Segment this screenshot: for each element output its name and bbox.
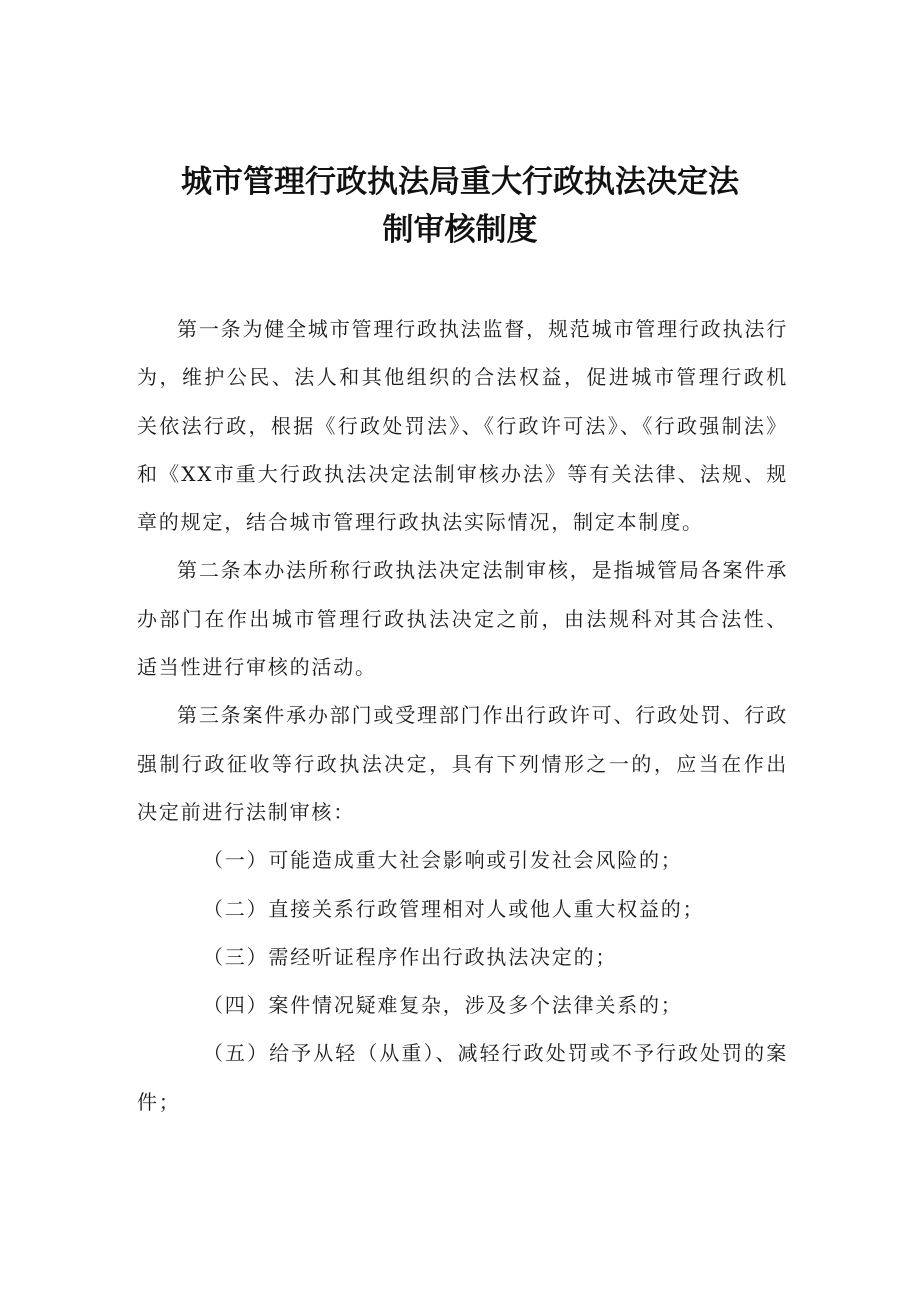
article-2-paragraph: 第二条本办法所称行政执法决定法制审核，是指城管局各案件承办部门在作出城市管理行政执法决定之前，由法规科对其合法性、适当性进行审核的活动。 bbox=[137, 558, 788, 680]
list-item-3: （三）需经听证程序作出行政执法决定的； bbox=[203, 944, 618, 969]
list-item-2: （二）直接关系行政管理相对人或他人重大权益的； bbox=[203, 896, 705, 921]
list-item-1: （一）可能造成重大社会影响或引发社会风险的； bbox=[203, 848, 683, 873]
article-3-paragraph: 第三条案件承办部门或受理部门作出行政许可、行政处罚、行政强制行政征收等行政执法决定，具有下列情形之一的，应当在作出决定前进行法制审核： bbox=[137, 703, 788, 824]
article-1-paragraph: 第一条为健全城市管理行政执法监督，规范城市管理行政执法行为，维护公民、法人和其他组织的合法权益，促进城市管理行政机关依法行政，根据《行政处罚法》、《行政许可法》、《行政强制法》和《XX市重大行政执法决定法制审核办法》等有关法律、法规、规章的规定，结合城市管理行政执法实际情况，制定本制度。 bbox=[137, 317, 788, 535]
document-title-line-2: 制审核制度 bbox=[382, 212, 538, 248]
list-item-4: （四）案件情况疑难复杂，涉及多个法律关系的； bbox=[203, 993, 683, 1018]
document-body bbox=[137, 305, 788, 1126]
list-item-5: （五）给予从轻（从重）、减轻行政处罚或不予行政处罚的案件； bbox=[137, 1041, 788, 1114]
document-title-line-1: 城市管理行政执法局重大行政执法决定法 bbox=[181, 164, 739, 200]
